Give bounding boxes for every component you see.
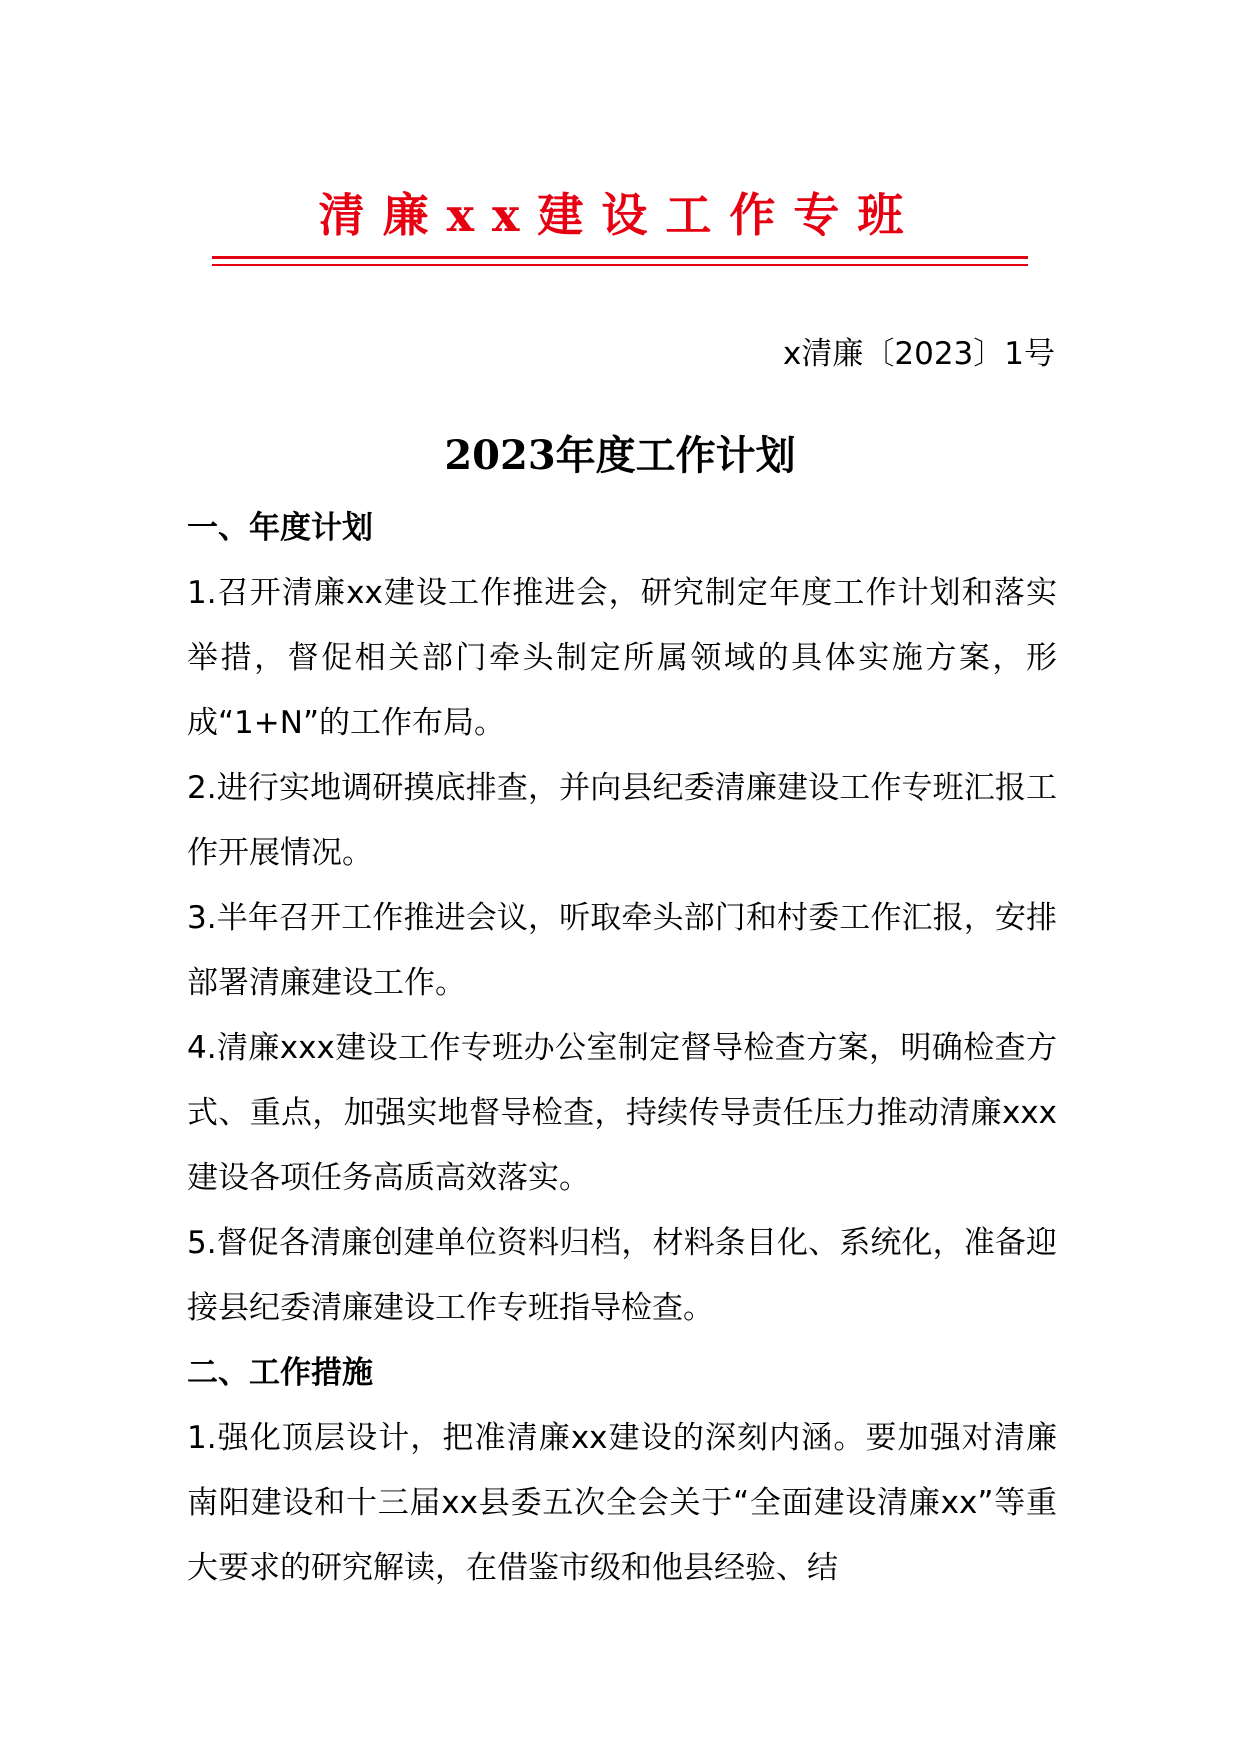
section-heading-annual-plan: 一、年度计划	[187, 510, 373, 546]
document-title: 2023年度工作计划	[444, 432, 796, 479]
paragraph: 5.督促各清廉创建单位资料归档，材料条目化、系统化，准备迎接县纪委清廉建设工作专班指导检查。	[187, 1225, 1057, 1326]
paragraph: 1.强化顶层设计，把准清廉xx建设的深刻内涵。要加强对清廉南阳建设和十三届xx县委五次全会关于“全面建设清廉xx”等重大要求的研究解读，在借鉴市级和他县经验、结	[187, 1420, 1057, 1586]
paragraph: 4.清廉xxx建设工作专班办公室制定督导检查方案，明确检查方式、重点，加强实地督导检查，持续传导责任压力推动清廉xxx建设各项任务高质高效落实。	[187, 1030, 1057, 1196]
document-number: x清廉〔2023〕1号	[783, 336, 1055, 372]
document-body	[187, 496, 1057, 1601]
masthead-rule-thin	[212, 264, 1028, 266]
masthead-rule-thick	[212, 256, 1028, 259]
section-heading-work-measures: 二、工作措施	[187, 1355, 373, 1391]
paragraph: 1.召开清廉xx建设工作推进会，研究制定年度工作计划和落实举措，督促相关部门牵头制定所属领域的具体实施方案，形成“1+N”的工作布局。	[187, 575, 1057, 741]
paragraph: 2.进行实地调研摸底排查，并向县纪委清廉建设工作专班汇报工作开展情况。	[187, 770, 1057, 871]
paragraph: 3.半年召开工作推进会议，听取牵头部门和村委工作汇报，安排部署清廉建设工作。	[187, 900, 1057, 1001]
masthead-title: 清廉xx建设工作专班	[318, 188, 922, 242]
